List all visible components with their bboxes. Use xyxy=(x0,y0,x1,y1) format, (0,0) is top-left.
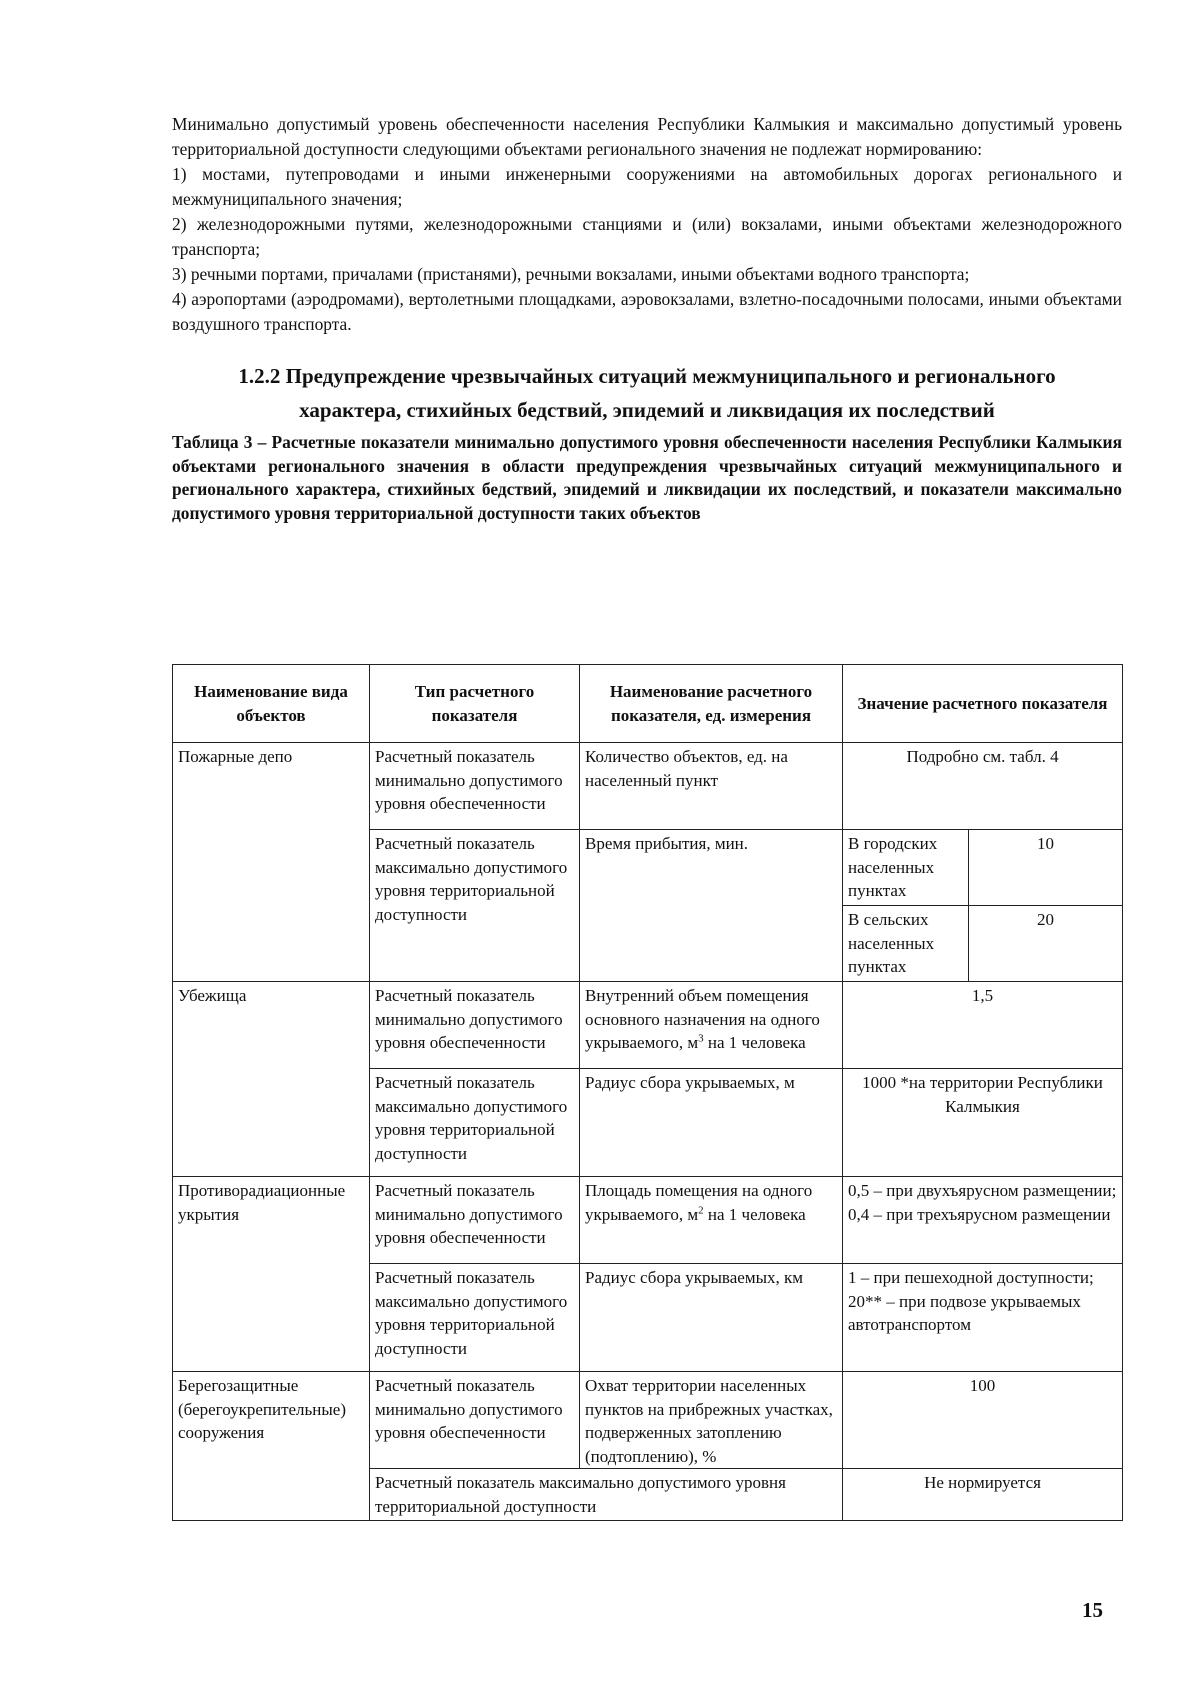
cell-fire-depot-max-type: Расчетный показатель максимально допустимого уровня территориальной доступности xyxy=(370,830,580,982)
cell-shelters-min-type: Расчетный показатель минимально допустимого уровня обеспеченности xyxy=(370,982,580,1069)
cell-coastal-name: Берегозащитные (берегоукрепительные) сооружения xyxy=(173,1372,370,1521)
section-title: 1.2.2 Предупреждение чрезвычайных ситуаций межмуниципального и регионального характера, стихийных бедствий, эпидемий и ликвидация их последствий xyxy=(238,364,1056,422)
header-indicator-name: Наименование расчетного показателя, ед. измерения xyxy=(580,665,843,743)
cell-fire-depot-min-indicator: Количество объектов, ед. на населенный пункт xyxy=(580,743,843,830)
intro-item-1: 1) мостами, путепроводами и иными инженерными сооружениями на автомобильных дорогах регионального и межмуниципального значения; xyxy=(172,164,1122,209)
page-number: 15 xyxy=(1082,1598,1103,1622)
table-caption: Таблица 3 – Расчетные показатели минимально допустимого уровня обеспеченности населения Республики Калмыкия объектами регионального значения в области предупреждения чрезвычайных ситуаций межмуниципального и регионального характера, стихийных бедствий, эпидемий и ликвидации их последствий, и показатели максимально допустимого уровня территориальной доступности таких объектов xyxy=(172,432,1122,523)
cell-coastal-min-value: 100 xyxy=(843,1372,1123,1469)
cell-anti-radiation-min-value xyxy=(843,1177,1123,1264)
intro-item-3: 3) речными портами, причалами (пристанями), речными вокзалами, иными объектами водного транспорта; xyxy=(172,264,970,284)
cell-fire-depot-urban-value: 10 xyxy=(969,830,1123,906)
cell-shelters-max-indicator: Радиус сбора укрываемых, м xyxy=(580,1069,843,1177)
table-header-row xyxy=(173,665,1123,743)
cell-fire-depot-max-indicator: Время прибытия, мин. xyxy=(580,830,843,982)
anti-radiation-min-value-line-2: 0,4 – при трехъярусном размещении xyxy=(848,1204,1111,1224)
cell-fire-depot-rural-value: 20 xyxy=(969,906,1123,982)
header-indicator-type: Тип расчетного показателя xyxy=(370,665,580,743)
cell-fire-depot-urban-label: В городских населенных пунктах xyxy=(843,830,969,906)
table-row xyxy=(173,982,1123,1069)
intro-block xyxy=(172,112,1122,337)
cell-anti-radiation-name: Противорадиационные укрытия xyxy=(173,1177,370,1372)
table-row xyxy=(173,1372,1123,1469)
header-indicator-value: Значение расчетного показателя xyxy=(843,665,1123,743)
anti-radiation-indicator-exponent: 2 xyxy=(698,1203,704,1216)
cell-shelters-max-type: Расчетный показатель максимально допустимого уровня территориальной доступности xyxy=(370,1069,580,1177)
anti-radiation-min-value-line-1: 0,5 – при двухъярусном размещении; xyxy=(848,1181,1117,1200)
shelters-indicator-suffix: на 1 человека xyxy=(703,1033,806,1052)
cell-shelters-name: Убежища xyxy=(173,982,370,1177)
cell-coastal-max-type: Расчетный показатель максимально допустимого уровня территориальной доступности xyxy=(370,1469,843,1521)
table-row xyxy=(173,743,1123,830)
anti-radiation-indicator-suffix: на 1 человека xyxy=(703,1204,806,1224)
cell-coastal-max-value: Не нормируется xyxy=(843,1469,1123,1521)
intro-paragraph: Минимально допустимый уровень обеспеченности населения Республики Калмыкия и максимально допустимый уровень территориальной доступности следующими объектами регионального значения не подлежат нормированию: xyxy=(172,114,1122,159)
cell-fire-depot-rural-label: В сельских населенных пунктах xyxy=(843,906,969,982)
cell-coastal-min-indicator: Охват территории населенных пунктов на прибрежных участках, подверженных затоплению (подтоплению), % xyxy=(580,1372,843,1469)
table-row xyxy=(173,1177,1123,1264)
cell-shelters-max-value: 1000 *на территории Республики Калмыкия xyxy=(843,1069,1123,1177)
anti-radiation-max-value-line-2: 20** – при подвозе укрываемых автотранспортом xyxy=(848,1291,1081,1334)
cell-coastal-min-type: Расчетный показатель минимально допустимого уровня обеспеченности xyxy=(370,1372,580,1469)
intro-item-2: 2) железнодорожными путями, железнодорожными станциями и (или) вокзалами, иными объектами железнодорожного транспорта; xyxy=(172,214,1122,259)
cell-anti-radiation-max-type: Расчетный показатель максимально допустимого уровня территориальной доступности xyxy=(370,1264,580,1372)
header-object-type: Наименование вида объектов xyxy=(173,665,370,743)
cell-anti-radiation-max-indicator: Радиус сбора укрываемых, км xyxy=(580,1264,843,1372)
cell-shelters-min-value: 1,5 xyxy=(843,982,1123,1069)
cell-fire-depot-name: Пожарные депо xyxy=(173,743,370,982)
shelters-indicator-text: Внутренний объем помещения основного назначения на одного укрываемого, м xyxy=(585,986,820,1052)
cell-fire-depot-min-value: Подробно см. табл. 4 xyxy=(843,743,1123,830)
intro-item-4: 4) аэропортами (аэродромами), вертолетными площадками, аэровокзалами, взлетно-посадочными полосами, иными объектами воздушного транспорта. xyxy=(172,289,1122,334)
shelters-indicator-exponent: 3 xyxy=(698,1032,704,1045)
anti-radiation-max-value-line-1: 1 – при пешеходной доступности; xyxy=(848,1268,1094,1287)
indicators-table xyxy=(172,664,1123,1521)
cell-anti-radiation-min-indicator xyxy=(580,1177,843,1264)
page-content xyxy=(172,112,1122,525)
cell-fire-depot-min-type: Расчетный показатель минимально допустимого уровня обеспеченности xyxy=(370,743,580,830)
cell-shelters-min-indicator xyxy=(580,982,843,1069)
anti-radiation-indicator-text: Площадь помещения на одного укрываемого, м xyxy=(585,1181,813,1224)
cell-anti-radiation-max-value xyxy=(843,1264,1123,1372)
cell-anti-radiation-min-type: Расчетный показатель минимально допустимого уровня обеспеченности xyxy=(370,1177,580,1264)
